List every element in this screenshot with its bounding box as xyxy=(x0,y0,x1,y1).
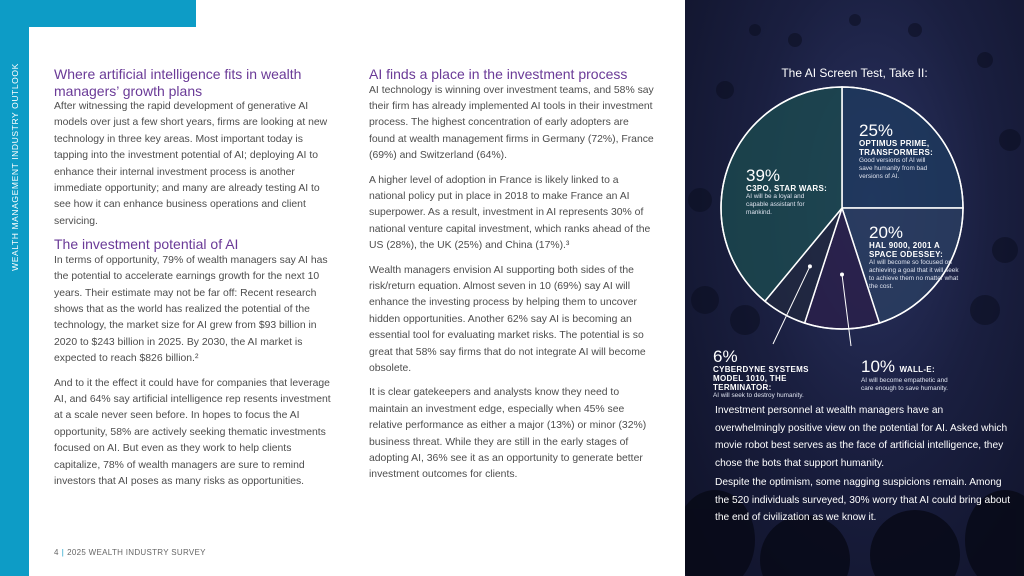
label-hal-9000 xyxy=(869,224,969,291)
label-optimus-prime xyxy=(859,122,969,181)
pct-terminator: 6% xyxy=(713,347,738,366)
page-number: 4 xyxy=(54,548,59,557)
photo-paragraph-positive-view: Investment personnel at wealth managers have an overwhelmingly positive view on the potential for AI. Asked which movie robot best serves as the face of artificial intelligence, they chose the bots that support humanity. xyxy=(715,405,1008,469)
pct-c3po: 39% xyxy=(746,166,781,185)
pct-optimus-prime: 25% xyxy=(859,121,894,140)
chart-title: The AI Screen Test, Take II: xyxy=(781,66,928,80)
footer-title: 2025 WEALTH INDUSTRY SURVEY xyxy=(67,548,206,557)
leader-dot-3 xyxy=(808,264,812,268)
label-terminator xyxy=(713,348,825,400)
paragraph-effect: And to it the effect it could have for companies that leverage AI, and 64% say artificial intelligence rep resents investment at a scale never seen before. In hopes to focus the AI opportunity, 58% are actively seeking thematic investments focused on AI. But even as they work to help clients capitalize, 78% of wealth managers are sure to remind investors that AI poses as many risks as opportunities. xyxy=(54,377,331,488)
pct-hal-9000: 20% xyxy=(869,223,904,242)
label-c3po xyxy=(746,167,838,217)
desc-optimus-prime: Good versions of AI will save humanity from bad versions of AI. xyxy=(859,157,928,180)
desc-c3po: AI will be a loyal and capable assistant for mankind. xyxy=(746,193,805,216)
middle-column xyxy=(369,66,655,492)
heading-investment-potential: The investment potential of AI xyxy=(54,236,239,253)
leader-dot-2 xyxy=(840,273,844,277)
paragraph-intro: After witnessing the rapid development of generative AI models over just a few short years, firms are looking at new technology in three key areas. Most important today is tapping into the investment potential of AI; deploying AI to enhance their internal investment process is another immediate opportunity; and many are already testing AI to see how it can enhance business operations and client servicing. xyxy=(54,101,328,227)
top-accent-bar xyxy=(0,0,196,27)
left-column xyxy=(54,66,337,498)
page-footer xyxy=(54,548,206,557)
name-c3po: C3PO, STAR WARS: xyxy=(746,184,828,193)
paragraph-france: A higher level of adoption in France is likely linked to a national policy put in place in 2018 to make France an AI superpower. As a result, investment in AI represents 30% of national venture capital investment, which ranks ahead of the US (28%), the UK (25%) and China (17%).³ xyxy=(369,174,651,252)
section-label: WEALTH MANAGEMENT INDUSTRY OUTLOOK xyxy=(10,63,20,271)
pct-wall-e: 10% xyxy=(861,357,896,376)
photo-paragraph-suspicions: Despite the optimism, some nagging suspicions remain. Among the 520 individuals surveyed, 30% worry that AI could bring about the end of civilization as we know it. xyxy=(715,477,1011,523)
name-optimus-prime: OPTIMUS PRIME, TRANSFORMERS: xyxy=(859,139,934,157)
label-wall-e xyxy=(861,358,971,393)
name-terminator: CYBERDYNE SYSTEMS MODEL 1010, THE TERMINATOR: xyxy=(713,365,809,392)
name-wall-e: WALL-E: xyxy=(899,365,935,374)
audience-photo-panel xyxy=(685,0,1024,576)
paragraph-adoption: AI technology is winning over investment teams, and 58% say their firm has already implemented AI tools in their investment process. The highest concentration of early adopters are found at wealth management firms in Germany (72%), France (69%) and Switzerland (64%). xyxy=(369,84,654,162)
footer-divider: | xyxy=(61,548,65,557)
paragraph-opportunity: In terms of opportunity, 79% of wealth managers say AI has the potential to accelerate earnings growth for the next 10 years. Their estimate may not be far off: Recent research shows that as the world has realized the potential of the technology, the market size for AI grew from $93 billion in 2020 to $243 billion in 2025. By 2030, the AI market is expected to reach $826 billion.² xyxy=(54,254,328,365)
paragraph-gatekeepers: It is clear gatekeepers and analysts know they need to maintain an investment edge, especially when 45% see relative performance as either a major (13%) or minor (32%) business threat. While they are still in the early stages of adopting AI, 36% see it as an opportunity to generate better investment outcomes for clients. xyxy=(369,387,647,481)
desc-hal-9000: AI will become so focused on achieving a goal that it will seek to achieve them no matter what the cost. xyxy=(869,259,959,290)
desc-terminator: AI will seek to destroy humanity. xyxy=(713,392,804,399)
heading-ai-growth-plans: Where artificial intelligence fits in wealth managers’ growth plans xyxy=(54,66,302,99)
desc-wall-e: AI will become empathetic and care enough to save humanity. xyxy=(861,377,948,392)
heading-investment-process: AI finds a place in the investment process xyxy=(369,66,628,82)
name-hal-9000: HAL 9000, 2001 A SPACE ODESSEY: xyxy=(869,241,944,259)
paragraph-risk-return: Wealth managers envision AI supporting both sides of the risk/return equation. Almost seven in 10 (69%) say AI will enhance the investing process by helping them to uncover hidden opportunities. Another 62% say AI is becoming an essential tool for evaluating market risks. The potential is so great that 58% say firms that do not integrate AI will become obsolete. xyxy=(369,264,646,374)
side-accent-stripe xyxy=(0,27,29,576)
